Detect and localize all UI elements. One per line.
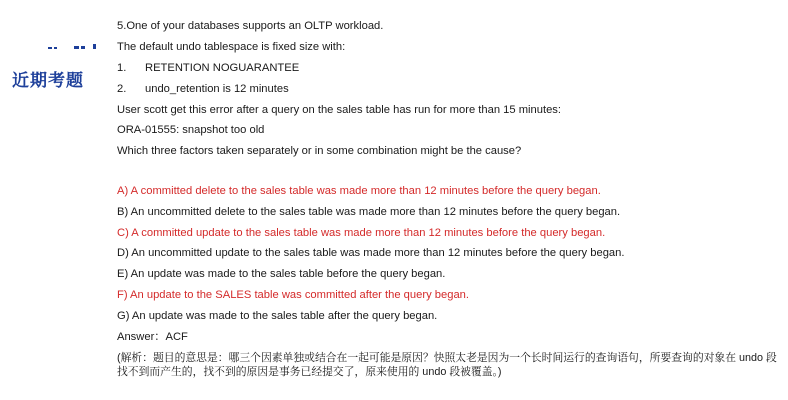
error-message: ORA-01555: snapshot too old — [117, 124, 265, 137]
question-prompt: Which three factors taken separately or in some combination might be the cause? — [117, 145, 522, 158]
option-d: D) An uncommitted update to the sales table was made more than 12 minutes before the query began. — [117, 247, 625, 260]
spacer — [117, 162, 785, 181]
option-g: G) An update was made to the sales table after the query began. — [117, 309, 438, 322]
setting-number: 1. — [117, 61, 127, 74]
option-a: A) A committed delete to the sales table was made more than 12 minutes before the query began. — [117, 184, 601, 197]
option-b: B) An uncommitted delete to the sales table was made more than 12 minutes before the query began. — [117, 205, 621, 218]
setting-item — [117, 78, 785, 99]
logo-decoration — [46, 43, 106, 51]
setting-text: RETENTION NOGUARANTEE — [145, 61, 300, 74]
option-f: F) An update to the SALES table was committed after the query began. — [117, 288, 469, 301]
setting-number: 2. — [117, 82, 127, 95]
setting-item — [117, 58, 785, 79]
logo — [0, 26, 108, 98]
setting-text: undo_retention is 12 minutes — [145, 82, 289, 95]
option-c: C) A committed update to the sales table was made more than 12 minutes before the query began. — [117, 226, 606, 239]
question-content — [117, 16, 785, 379]
question-intro: The default undo tablespace is fixed size with: — [117, 41, 346, 54]
analysis-note: (解析：题目的意思是：哪三个因素单独或结合在一起可能是原因？快照太老是因为一个长时间运行的查询语句，所要查询的对象在 undo 段找不到而产生的，找不到的原因是事务已经提交了，原来使用的 undo 段被覆盖。) — [117, 351, 777, 378]
answer: Answer：ACF — [117, 330, 188, 343]
option-e: E) An update was made to the sales table before the query began. — [117, 268, 446, 281]
logo-text: 近期考题 — [12, 71, 84, 91]
question-scenario: User scott get this error after a query on the sales table has run for more than 15 minutes: — [117, 103, 561, 116]
question-title: 5.One of your databases supports an OLTP workload. — [117, 20, 384, 33]
